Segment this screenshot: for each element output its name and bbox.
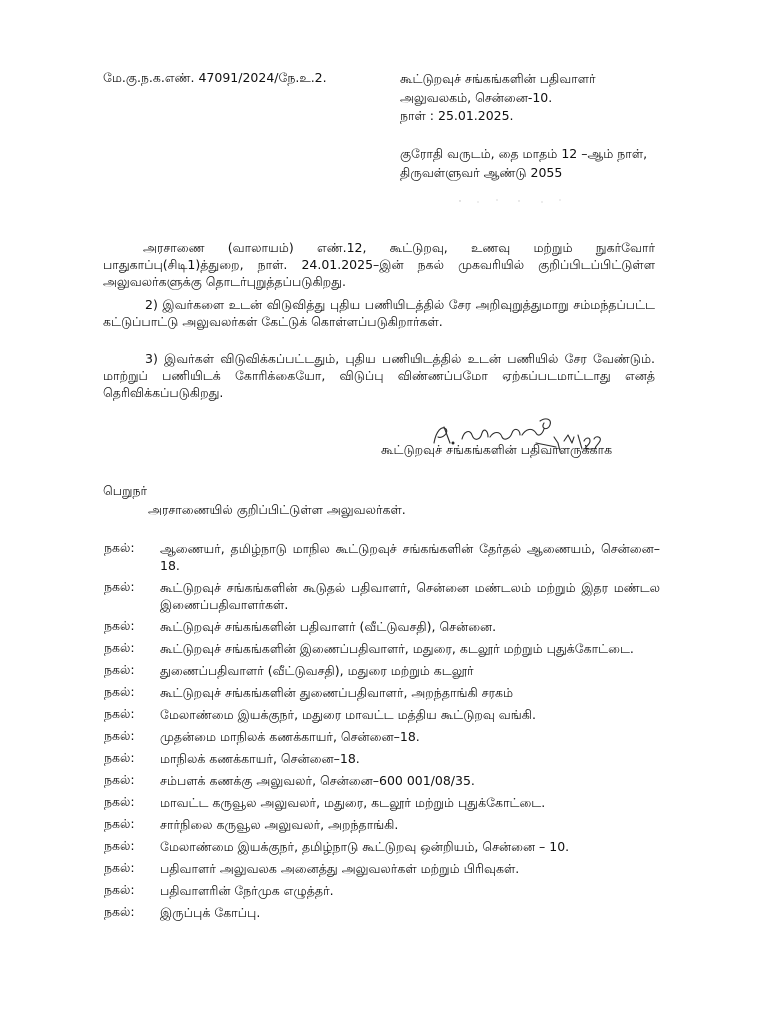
copy-recipient: சார்நிலை கருவூல அலுவலர், அறந்தாங்கி. [160,817,399,832]
copy-recipient: கூட்டுறவுச் சங்கங்களின் துணைப்பதிவாளர், அறந்தாங்கி சரகம் [160,685,514,700]
copy-recipient: பதிவாளர் அலுவலக அனைத்து அலுவலர்கள் மற்றும் பிரிவுகள். [160,861,520,876]
copy-recipient: மேலாண்மை இயக்குநர், தமிழ்நாடு கூட்டுறவு ஒன்றியம், சென்னை – 10. [160,839,570,854]
tamil-date-line-1: குரோதி வருடம், தை மாதம் 12 –ஆம் நாள், [400,146,648,161]
copy-recipient: கூட்டுறவுச் சங்கங்களின் இணைப்பதிவாளர், மதுரை, கடலூர் மற்றும் புதுக்கோட்டை. [160,641,634,656]
copy-prefix: நகல்: [104,618,135,633]
office-line-2: அலுவலகம், சென்னை-10. [400,89,553,105]
reference-number: மே.கு.ந.க.எண். 47091/2024/நே.உ.2. [103,70,327,85]
copy-recipient: கூட்டுறவுச் சங்கங்களின் பதிவாளர் (வீட்டுவசதி), சென்னை. [160,619,497,634]
copy-recipient: பதிவாளரின் நேர்முக எழுத்தர். [160,883,334,898]
copy-prefix: நகல்: [104,684,135,699]
list-item [104,772,664,789]
scan-specks [456,197,566,205]
copy-prefix: நகல்: [104,816,135,831]
copy-recipient: இருப்புக் கோப்பு. [160,905,261,920]
copy-prefix: நகல்: [104,882,135,897]
list-item [104,640,664,657]
list-item [104,882,664,899]
list-item [104,794,664,811]
copy-recipient: ஆணையர், தமிழ்நாடு மாநில கூட்டுறவுச் சங்கங்களின் தேர்தல் ஆணையம், சென்னை–18. [160,541,660,573]
copy-recipient: கூட்டுறவுச் சங்கங்களின் கூடுதல் பதிவாளர், சென்னை மண்டலம் மற்றும் இதர மண்டல இணைப்பதிவாளர்கள். [160,580,660,612]
list-item [104,904,664,921]
list-item [104,684,664,701]
copy-prefix: நகல்: [104,728,135,743]
list-item [104,838,664,855]
copy-prefix: நகல்: [104,640,135,655]
recipient-heading: பெறுநர் [103,483,148,498]
copy-to-list [104,540,664,926]
body-paragraph-1: அரசாணை (வாலாயம்) எண்.12, கூட்டுறவு, உணவு மற்றும் நுகர்வோர் பாதுகாப்பு(சிடி1)த்துறை, நாள். 24.01.2025–இன் நகல் முகவரியில் குறிப்பிடப்பிட்டுள்ள அலுவலர்களுக்கு தொடர்புறுத்தப்படுகிறது. [103,240,655,289]
signatory-designation: கூட்டுறவுச் சங்கங்களின் பதிவாளருக்காக [381,442,613,457]
copy-prefix: நகல்: [104,750,135,765]
copy-recipient: மாவட்ட கருவூல அலுவலர், மதுரை, கடலூர் மற்றும் புதுக்கோட்டை. [160,795,546,810]
copy-prefix: நகல்: [104,838,135,853]
list-item [104,816,664,833]
list-item [104,579,664,613]
list-item [104,728,664,745]
list-item [104,750,664,767]
list-item [104,662,664,679]
copy-recipient: மேலாண்மை இயக்குநர், மதுரை மாவட்ட மத்திய கூட்டுறவு வங்கி. [160,707,536,722]
tamil-calendar-date [400,145,647,182]
copy-prefix: நகல்: [104,579,135,594]
copy-prefix: நகல்: [104,794,135,809]
list-item [104,706,664,723]
body-paragraph-2: 2) இவர்களை உடன் விடுவித்து புதிய பணியிடத்தில் சேர அறிவுறுத்துமாறு சம்மந்தப்பட்ட கட்டுப்பாட்டு அலுவலர்கள் கேட்டுக் கொள்ளப்படுகிறார்கள். [103,297,655,329]
list-item [104,860,664,877]
office-address [400,70,596,126]
copy-prefix: நகல்: [104,860,135,875]
copy-recipient: மாநிலக் கணக்காயர், சென்னை–18. [160,751,360,766]
copy-prefix: நகல்: [104,772,135,787]
issue-date: நாள் : 25.01.2025. [400,108,514,123]
copy-prefix: நகல்: [104,662,135,677]
copy-recipient: சம்பளக் கணக்கு அலுவலர், சென்னை–600 001/08/35. [160,773,475,788]
list-item [104,618,664,635]
copy-prefix: நகல்: [104,540,135,555]
copy-recipient: துணைப்பதிவாளர் (வீட்டுவசதி), மதுரை மற்றும் கடலூர் [160,663,474,678]
body-paragraph-3: 3) இவர்கள் விடுவிக்கப்பட்டதும், புதிய பணியிடத்தில் உடன் பணியில் சேர வேண்டும். மாற்றுப் பணியிடக் கோரிக்கையோ, விடுப்பு விண்ணப்பமோ ஏற்கப்படமாட்டாது எனத் தெரிவிக்கப்படுகிறது. [103,351,655,400]
copy-recipient: முதன்மை மாநிலக் கணக்காயர், சென்னை–18. [160,729,420,744]
office-line-1: கூட்டுறவுச் சங்கங்களின் பதிவாளர் [400,71,596,86]
list-item [104,540,664,574]
copy-prefix: நகல்: [104,904,135,919]
tamil-date-line-2: திருவள்ளுவர் ஆண்டு 2055 [400,164,563,180]
copy-prefix: நகல்: [104,706,135,721]
recipient-text: அரசாணையில் குறிப்பிட்டுள்ள அலுவலர்கள். [148,502,406,517]
